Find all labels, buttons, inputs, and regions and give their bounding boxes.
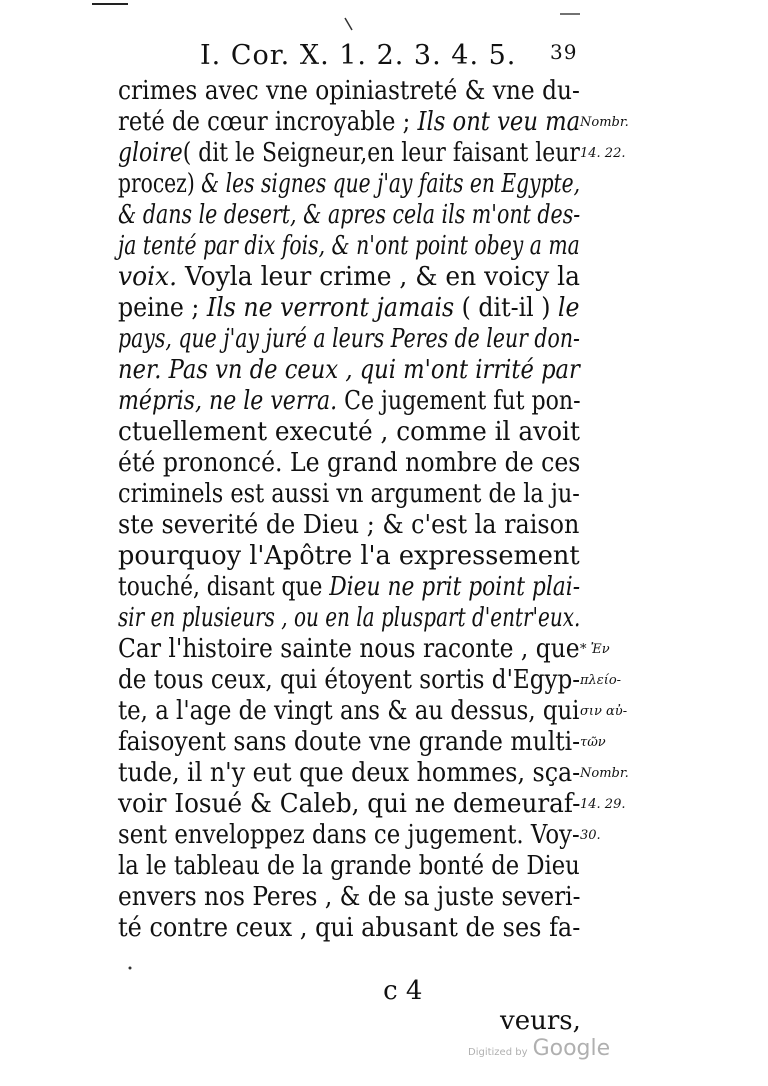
roman-segment: ste severité de Dieu ; & c'est la raison: [118, 510, 580, 540]
italic-segment: le: [557, 293, 580, 323]
italic-segment: sir en plusieurs , ou en la pluspart d'entr'eux.: [118, 603, 581, 633]
watermark-prefix: Digitized by: [468, 1047, 528, 1058]
italic-segment: mépris, ne le verra.: [118, 386, 345, 416]
margin-note: Nombr.: [580, 115, 629, 130]
running-head-text: I. Cor. X. 1. 2. 3. 4. 5.: [200, 40, 517, 71]
italic-segment: voix.: [118, 262, 185, 292]
roman-segment: de tous ceux, qui étoyent sortis d'Egyp-: [118, 665, 581, 695]
margin-note: * Ἐν: [580, 642, 610, 657]
roman-segment: tude, il n'y eut que deux hommes, sça-: [118, 758, 581, 788]
roman-segment: té contre ceux , qui abusant de ses fa-: [118, 913, 581, 943]
roman-segment: Voyla leur crime , & en voicy la: [184, 262, 580, 292]
italic-segment: & les signes que j'ay faits en Egypte,: [201, 169, 581, 199]
italic-segment: pays, que j'ay juré a leurs Peres de leur don-: [118, 324, 580, 354]
roman-segment: procez): [118, 169, 202, 199]
roman-segment: crimes avec vne opiniastreté & vne du-: [118, 76, 580, 106]
page-number: 39: [550, 40, 578, 64]
italic-segment: ja tenté par dix fois, & n'ont point obey a ma: [118, 231, 580, 261]
margin-note: σιν αὐ-: [580, 704, 628, 719]
margin-note: πλείο-: [580, 673, 622, 688]
roman-segment: sent enveloppez dans ce jugement. Voy-: [118, 820, 580, 850]
roman-segment: peine ;: [118, 293, 207, 323]
margin-note: τῶν: [580, 735, 606, 750]
roman-segment: touché, disant que: [118, 572, 330, 602]
roman-segment: pourquoy l'Apôtre l'a expressement: [118, 541, 580, 571]
italic-segment: gloire: [118, 138, 183, 168]
italic-segment: Ils ne verront jamais: [206, 293, 462, 323]
margin-note: 14. 22.: [580, 146, 626, 161]
roman-segment: été prononcé. Le grand nombre de ces: [118, 448, 581, 478]
roman-segment: Car l'histoire sainte nous raconte , que: [118, 634, 580, 664]
roman-segment: envers nos Peres , & de sa juste severi-: [118, 882, 581, 912]
italic-segment: Dieu ne prit point plai-: [329, 572, 581, 602]
margin-note: Nombr.: [580, 766, 629, 781]
roman-segment: Ce jugement fut pon-: [344, 386, 581, 416]
roman-segment: reté de cœur incroyable ;: [118, 107, 418, 137]
roman-segment: faisoyent sans doute vne grande multi-: [118, 727, 581, 757]
catchword: veurs,: [500, 1006, 581, 1036]
italic-segment: & dans le desert, & apres cela ils m'ont des-: [118, 200, 581, 230]
signature-mark: c 4: [383, 976, 423, 1006]
margin-note: 14. 29.: [580, 797, 626, 812]
roman-segment: voir Iosué & Caleb, qui ne demeuraf-: [118, 789, 581, 819]
italic-segment: Ils ont veu ma: [417, 107, 581, 137]
roman-segment: la le tableau de la grande bonté de Dieu: [118, 851, 580, 881]
italic-segment: ner. Pas vn de ceux , qui m'ont irrité par: [118, 355, 580, 385]
roman-segment: ( dit-il ): [461, 293, 558, 323]
margin-note: 30.: [580, 828, 601, 843]
roman-segment: ( dit le Seigneur,en leur faisant leur: [182, 138, 580, 168]
roman-segment: criminels est aussi vn argument de la ju-: [118, 479, 580, 509]
roman-segment: ctuellement executé , comme il avoit: [118, 417, 580, 447]
watermark-brand: Google: [532, 1036, 611, 1061]
roman-segment: te, a l'age de vingt ans & au dessus, qui: [118, 696, 580, 726]
